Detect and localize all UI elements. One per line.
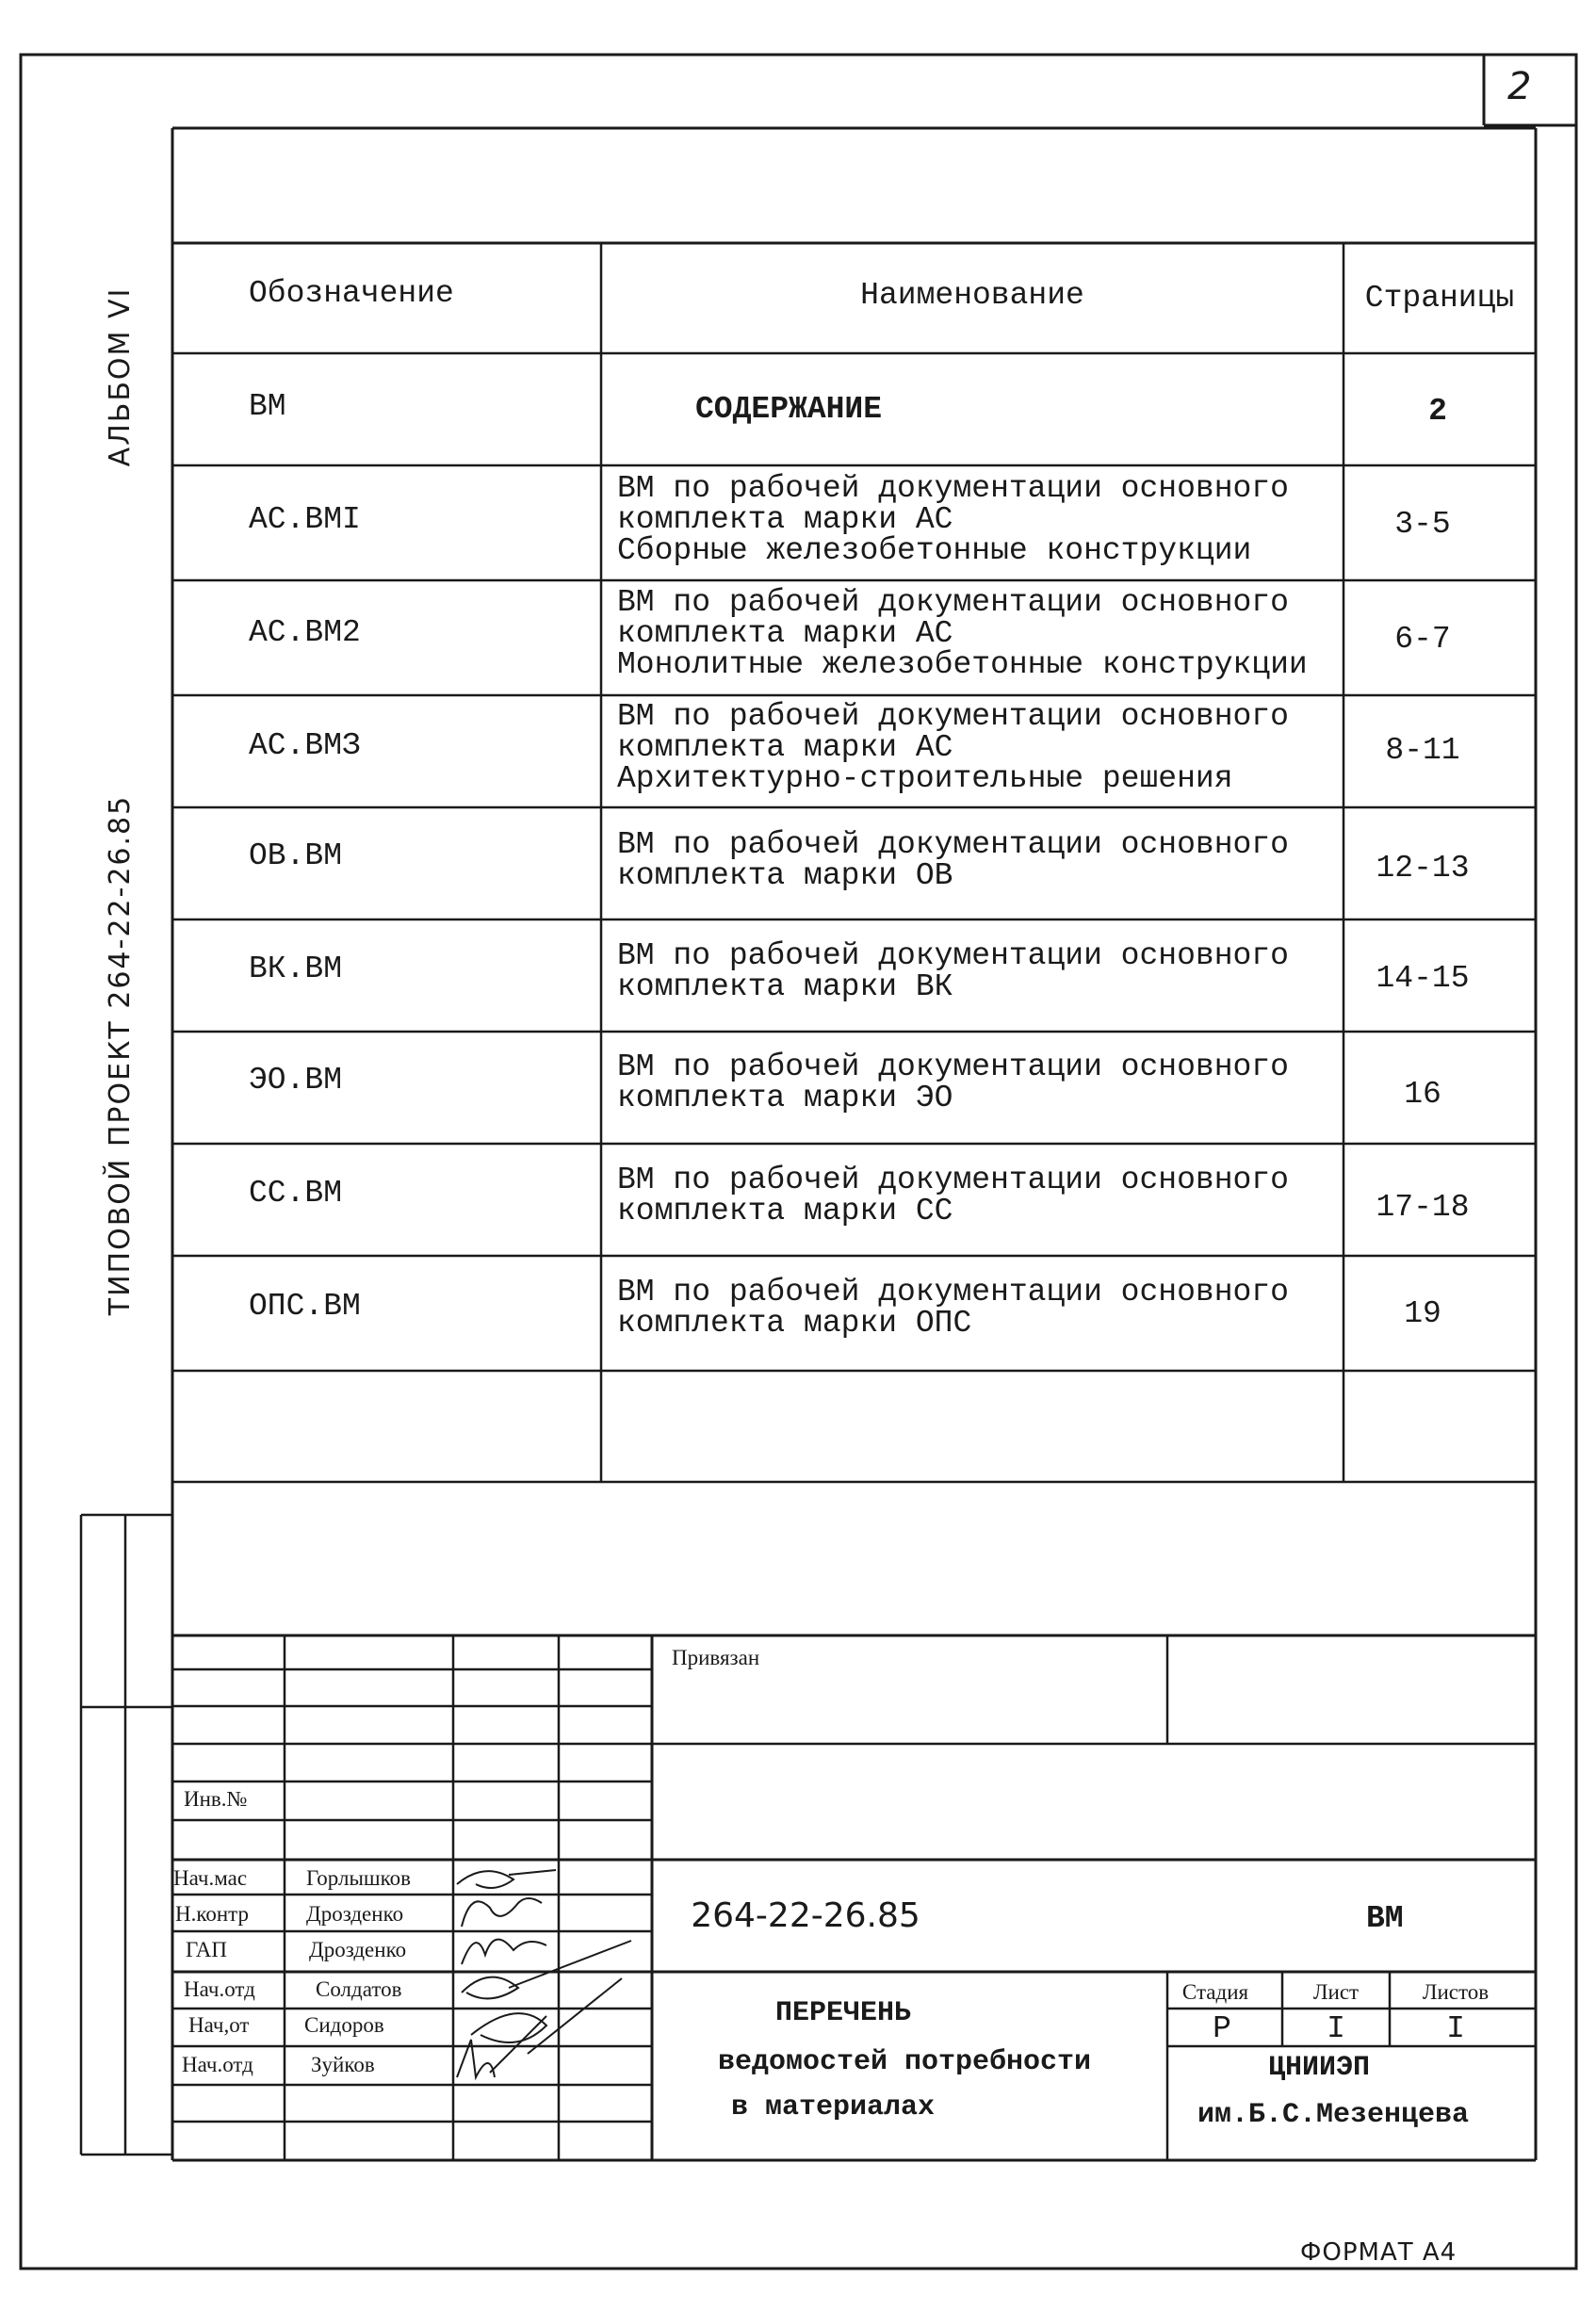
signature-name: Дрозденко (306, 1902, 404, 1926)
row-code: СС.ВМ (249, 1176, 343, 1211)
signature-name: Дрозденко (309, 1938, 407, 1961)
row-pages: 17-18 (1376, 1190, 1470, 1225)
row-code: ВМ (249, 389, 286, 424)
header-designation: Обозначение (249, 276, 454, 311)
sheets-label: Листов (1422, 1980, 1490, 2004)
signature-name: Зуйков (311, 2053, 375, 2076)
row-pages: 3-5 (1394, 507, 1451, 542)
row-pages: 19 (1404, 1296, 1441, 1331)
signature-role: Нач.мас (173, 1866, 248, 1890)
row-name: ВМ по рабочей документации основного комплекта марки ОПС (617, 1275, 1289, 1341)
page-number: 2 (1507, 65, 1532, 108)
signature-role: Нач.отд (182, 2053, 253, 2076)
row-pages: 8-11 (1385, 733, 1460, 768)
row-pages: 16 (1404, 1077, 1441, 1112)
format-label: ФОРМАТ А4 (1300, 2238, 1458, 2267)
sheet-value: I (1327, 2011, 1345, 2046)
document-code: 264-22-26.85 (691, 1896, 920, 1935)
attached-label: Привязан (672, 1646, 760, 1669)
row-name: ВМ по рабочей документации основного комплекта марки АС Архитектурно-строительные решения (617, 699, 1289, 796)
row-pages: 6-7 (1394, 622, 1451, 657)
row-code: ВК.ВМ (249, 952, 343, 986)
row-name: ВМ по рабочей документации основного комплекта марки ОВ (617, 827, 1289, 893)
row-code: ЭО.ВМ (249, 1063, 343, 1098)
row-name: СОДЕРЖАНИЕ (695, 392, 883, 427)
signature-role: ГАП (186, 1938, 228, 1961)
row-name: ВМ по рабочей документации основного комплекта марки АС Сборные железобетонные конструкции (617, 471, 1289, 568)
header-name: Наименование (860, 278, 1084, 313)
organization-subname: им.Б.С.Мезенцева (1197, 2099, 1470, 2131)
row-code: АС.ВМЗ (249, 728, 361, 763)
stage-value: Р (1213, 2011, 1231, 2046)
row-pages: 2 (1428, 394, 1447, 429)
row-code: АС.ВМ2 (249, 615, 361, 650)
row-name: ВМ по рабочей документации основного комплекта марки ЭО (617, 1049, 1289, 1115)
document-mark: ВМ (1366, 1901, 1404, 1936)
row-name: ВМ по рабочей документации основного комплекта марки ВК (617, 938, 1289, 1004)
signature-role: Н.контр (175, 1902, 250, 1926)
sheet-label: Лист (1312, 1980, 1360, 2004)
header-pages: Страницы (1364, 281, 1515, 316)
project-label: ТИПОВОЙ ПРОЕКТ 264-22-26.85 (104, 794, 137, 1316)
signature-name: Сидоров (304, 2013, 384, 2037)
row-name: ВМ по рабочей документации основного комплекта марки СС (617, 1163, 1289, 1228)
sheets-value: I (1446, 2011, 1465, 2046)
row-pages: 14-15 (1376, 961, 1470, 996)
row-code: АС.ВМI (249, 502, 361, 537)
signature-role: Нач,от (188, 2013, 250, 2037)
row-code: ОПС.ВМ (249, 1289, 361, 1324)
album-label: АЛЬБОМ VI (104, 286, 137, 467)
signature-name: Горлышков (306, 1866, 411, 1890)
title-line-3: в материалах (731, 2091, 936, 2123)
row-name: ВМ по рабочей документации основного комплекта марки АС Монолитные железобетонные конструкции (617, 585, 1308, 682)
organization-name: ЦНИИЭП (1267, 2052, 1371, 2084)
title-line-1: ПЕРЕЧЕНЬ (774, 1997, 912, 2029)
inv-label: Инв.№ (184, 1787, 248, 1811)
title-line-2: ведомостей потребности (717, 2046, 1092, 2078)
row-pages: 12-13 (1376, 851, 1470, 886)
signature-role: Нач.отд (184, 1977, 255, 2001)
row-code: ОВ.ВМ (249, 838, 343, 873)
stage-label: Стадия (1181, 1980, 1249, 2004)
signature-name: Солдатов (316, 1977, 402, 2001)
